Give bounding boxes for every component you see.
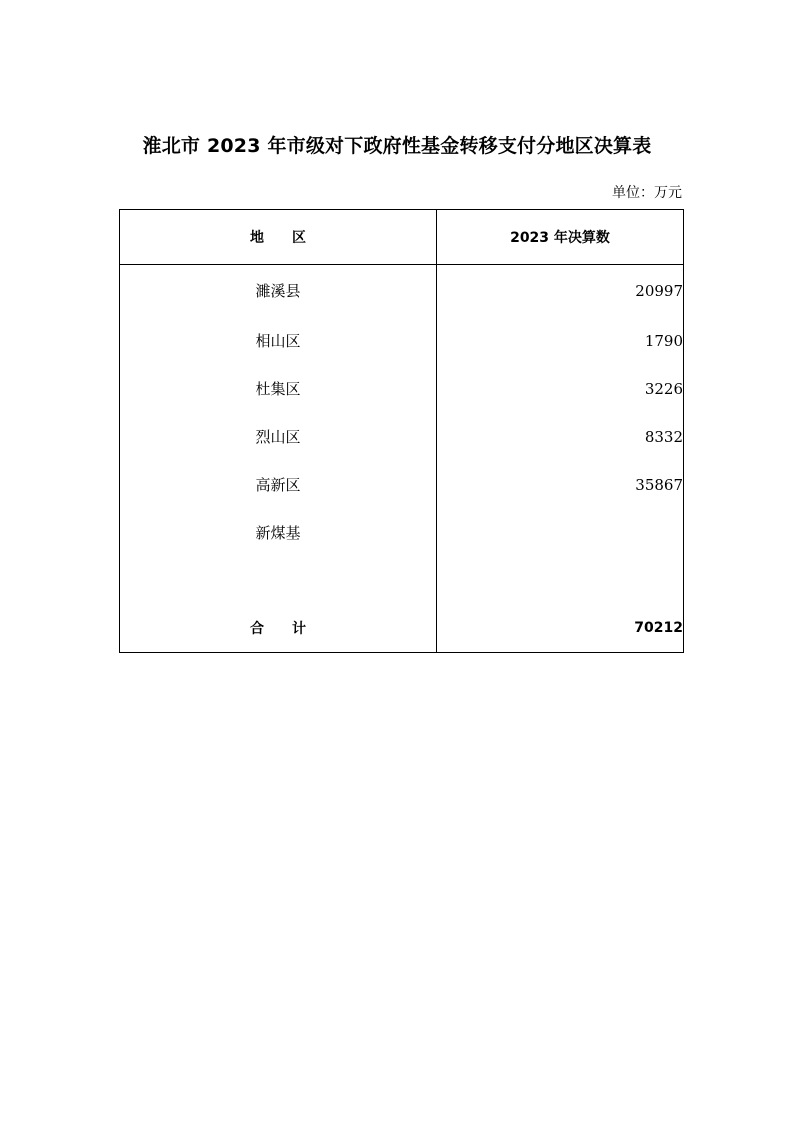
table-row	[120, 365, 684, 413]
table-header-row	[120, 210, 684, 265]
empty-cell	[437, 557, 684, 605]
table-row	[120, 461, 684, 509]
amount-cell	[437, 509, 684, 557]
amount-cell: 35867	[437, 461, 684, 509]
region-cell: 濉溪县	[120, 265, 437, 317]
total-row	[120, 605, 684, 653]
total-value: 70212	[437, 605, 684, 653]
total-label: 合 计	[120, 605, 437, 653]
region-cell: 烈山区	[120, 413, 437, 461]
table-row	[120, 509, 684, 557]
unit-label: 单位：万元	[612, 185, 682, 201]
table-row	[120, 265, 684, 317]
amount-cell: 8332	[437, 413, 684, 461]
region-cell: 相山区	[120, 317, 437, 365]
page-title: 淮北市 2023 年市级对下政府性基金转移支付分地区决算表	[142, 135, 652, 157]
header-final-amount: 2023 年决算数	[437, 210, 684, 265]
amount-cell: 20997	[437, 265, 684, 317]
amount-cell: 1790	[437, 317, 684, 365]
header-region: 地 区	[120, 210, 437, 265]
table-row	[120, 317, 684, 365]
table-row-empty	[120, 557, 684, 605]
table-row	[120, 413, 684, 461]
budget-table	[119, 209, 684, 653]
amount-cell: 3226	[437, 365, 684, 413]
region-cell: 新煤基	[120, 509, 437, 557]
region-cell: 杜集区	[120, 365, 437, 413]
region-cell: 高新区	[120, 461, 437, 509]
empty-cell	[120, 557, 437, 605]
